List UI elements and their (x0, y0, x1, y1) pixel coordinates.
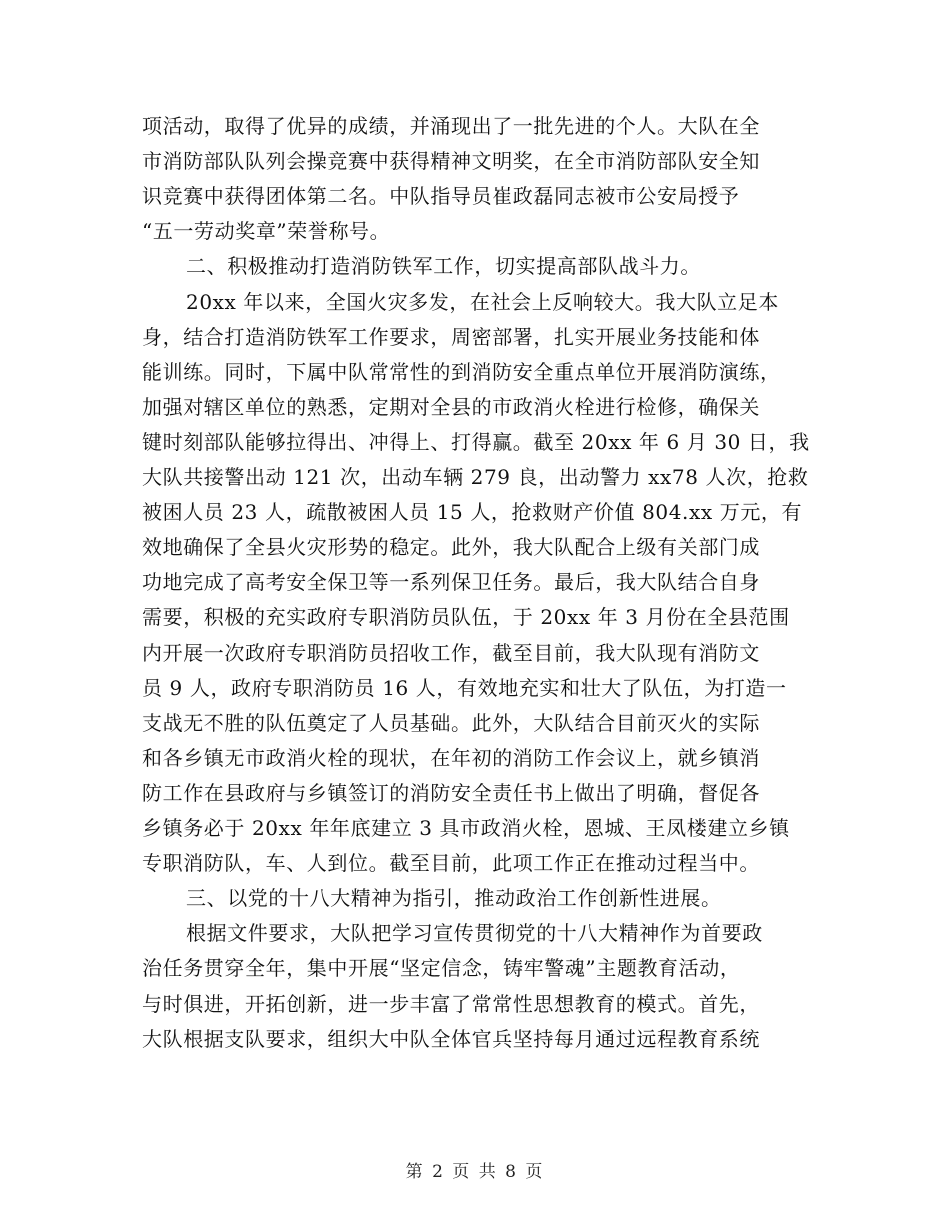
text-line: 治任务贯穿全年，集中开展“坚定信念，铸牢警魂”主题教育活动， (142, 956, 741, 981)
section-heading: 三、以党的十八大精神为指引，推动政治工作创新性进展。 (186, 886, 722, 911)
text-line: 识竞赛中获得团体第二名。中队指导员崔政磊同志被市公安局授予 (142, 184, 740, 209)
text-line: 根据文件要求，大队把学习宣传贯彻党的十八大精神作为首要政 (186, 921, 763, 946)
text-line: 和各乡镇无市政消火栓的现状，在年初的消防工作会议上，就乡镇消 (142, 745, 760, 770)
text-line: 乡镇务必于 20xx 年年底建立 3 具市政消火栓，恩城、王凤楼建立乡镇 (142, 816, 790, 840)
text-line: 需要，积极的充实政府专职消防员队伍，于 20xx 年 3 月份在全县范围 (142, 605, 790, 630)
text-line: 能训练。同时，下属中队常常性的到消防安全重点单位开展消防演练， (142, 359, 781, 384)
text-line: 功地完成了高考安全保卫等一系列保卫任务。最后，我大队结合自身 (142, 570, 760, 595)
text-line: 效地确保了全县火灾形势的稳定。此外，我大队配合上级有关部门成 (142, 535, 760, 560)
page-number-footer: 第 2 页 共 8 页 (405, 1162, 545, 1182)
section-heading: 二、积极推动打造消防铁军工作，切实提高部队战斗力。 (186, 254, 701, 279)
text-line: 内开展一次政府专职消防员招收工作，截至目前，我大队现有消防文 (142, 640, 760, 665)
text-line: 被困人员 23 人，疏散被困人员 15 人，抢救财产价值 804.xx 万元，有 (142, 500, 803, 525)
text-line: 员 9 人，政府专职消防员 16 人，有效地充实和壮大了队伍，为打造一 (142, 675, 787, 700)
text-line: 身，结合打造消防铁军工作要求，周密部署，扎实开展业务技能和体 (142, 324, 760, 349)
text-line: 大队根据支队要求，组织大中队全体官兵坚持每月通过远程教育系统 (142, 1026, 760, 1051)
text-line: 支战无不胜的队伍奠定了人员基础。此外，大队结合目前灭火的实际 (142, 710, 760, 735)
text-line: “五一劳动奖章”荣誉称号。 (142, 219, 391, 244)
text-line: 加强对辖区单位的熟悉，定期对全县的市政消火栓进行检修，确保关 (142, 394, 760, 419)
text-line: 20xx 年以来，全国火灾多发，在社会上反响较大。我大队立足本 (186, 289, 779, 314)
text-line: 与时俱进，开拓创新，进一步丰富了常常性思想教育的模式。首先， (142, 991, 760, 1016)
text-line: 市消防部队队列会操竞赛中获得精神文明奖，在全市消防部队安全知 (142, 149, 760, 174)
text-line: 大队共接警出动 121 次，出动车辆 279 良，出动警力 xx78 人次，抢救 (142, 465, 809, 489)
text-line: 键时刻部队能够拉得出、冲得上、打得赢。截至 20xx 年 6 月 30 日，我 (142, 429, 810, 454)
text-line: 项活动，取得了优异的成绩，并涌现出了一批先进的个人。大队在全 (142, 114, 760, 138)
text-line: 专职消防队，车、人到位。截至目前，此项工作正在推动过程当中。 (142, 851, 760, 876)
text-line: 防工作在县政府与乡镇签订的消防安全责任书上做出了明确，督促各 (142, 780, 760, 805)
